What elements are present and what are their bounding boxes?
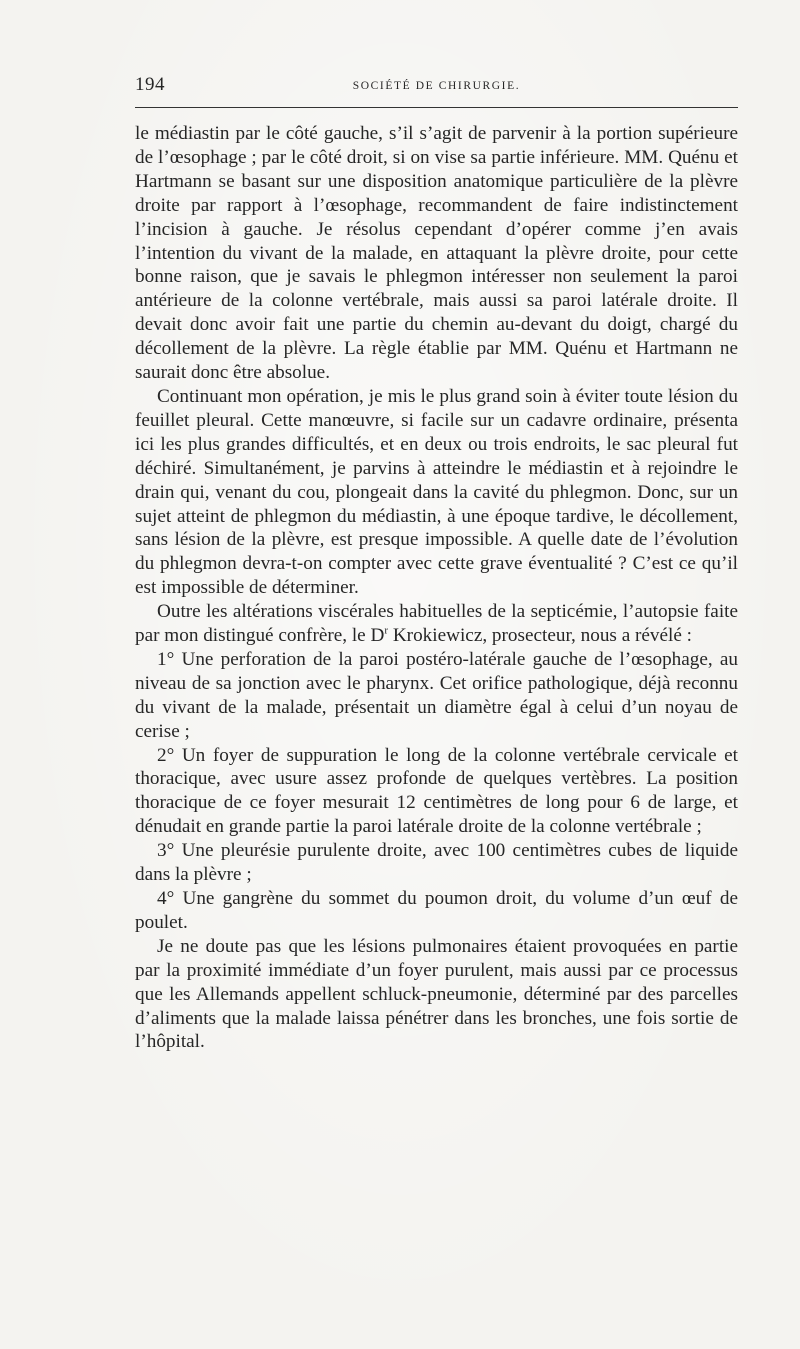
list-item-3: 3° Une pleurésie purulente droite, avec 100 centimètres cubes de liquide dans la plèvre ; [135, 840, 738, 886]
doctor-abbrev-sup: r [384, 624, 389, 637]
body-text [135, 122, 738, 1054]
header-rule [135, 107, 738, 108]
paragraph-1: le médiastin par le côté gauche, s’il s’agit de parvenir à la portion supérieure de l’œsophage ; par le côté droit, si on vise sa partie inférieure. MM. Quénu et Hartmann se basant sur une disposition anatomique particulière de la plèvre droite par rapport à l’œsophage, recommandent de faire indistinctement l’incision à gauche. Je résolus cependant d’opérer comme j’en avais l’intention du vivant de la malade, en attaquant la plèvre droite, pour cette bonne raison, que je savais le phlegmon intéresser non seulement la paroi antérieure de la colonne vertébrale, mais aussi sa paroi latérale droite. Il devait donc avoir fait une partie du chemin au-devant du doigt, chargé du décollement de la plèvre. La règle établie par MM. Quénu et Hartmann ne saurait donc être absolue. [135, 123, 738, 384]
paragraph-3-rest: Krokiewicz, prosecteur, nous a révélé : [388, 625, 693, 647]
list-item-1: 1° Une perforation de la paroi postéro-latérale gauche de l’œsophage, au niveau de sa jonction avec le pharynx. Cet orifice pathologique, déjà reconnu du vivant de la malade, présentait un diamètre égal à celui d’un noyau de cerise ; [135, 648, 738, 742]
paragraph-3 [135, 600, 738, 648]
page-header [135, 74, 738, 102]
list-item-2: 2° Un foyer de suppuration le long de la colonne vertébrale cervicale et thoracique, avec usure assez profonde de quelques vertèbres. La position thoracique de ce foyer mesurait 12 centimètres de long pour 6 de large, et dénudait en grande partie la paroi latérale droite de la colonne vertébrale ; [135, 744, 738, 838]
list-item-4: 4° Une gangrène du sommet du poumon droit, du volume d’un œuf de poulet. [135, 888, 738, 933]
paragraph-3-text: Outre les altérations viscérales habituelles de la septicémie, l’autopsie faite par mon distingué confrère, le D [135, 601, 738, 647]
page-number: 194 [135, 74, 165, 95]
running-head: SOCIÉTÉ DE CHIRURGIE. [352, 80, 521, 92]
paragraph-2: Continuant mon opération, je mis le plus grand soin à éviter toute lésion du feuillet pleural. Cette manœuvre, si facile sur un cadavre ordinaire, présenta ici les plus grandes difficultés, et en deux ou trois endroits, le sac pleural fut déchiré. Simultanément, je parvins à atteindre le médiastin et à rejoindre le drain qui, venant du cou, plongeait dans la cavité du phlegmon. Donc, sur un sujet atteint de phlegmon du médiastin, à une époque tardive, le décollement, sans lésion de la plèvre, est presque impossible. A quelle date de l’évolution du phlegmon devra-t-on compter avec cette grave éventualité ? C’est ce qu’il est impossible de déterminer. [135, 385, 738, 599]
paragraph-final: Je ne doute pas que les lésions pulmonaires étaient provoquées en partie par la proximité immédiate d’un foyer purulent, mais aussi par ce processus que les Allemands appellent schluck-pneumonie, déterminé par des parcelles d’aliments que la malade laissa pénétrer dans les bronches, une fois sortie de l’hôpital. [135, 935, 738, 1053]
